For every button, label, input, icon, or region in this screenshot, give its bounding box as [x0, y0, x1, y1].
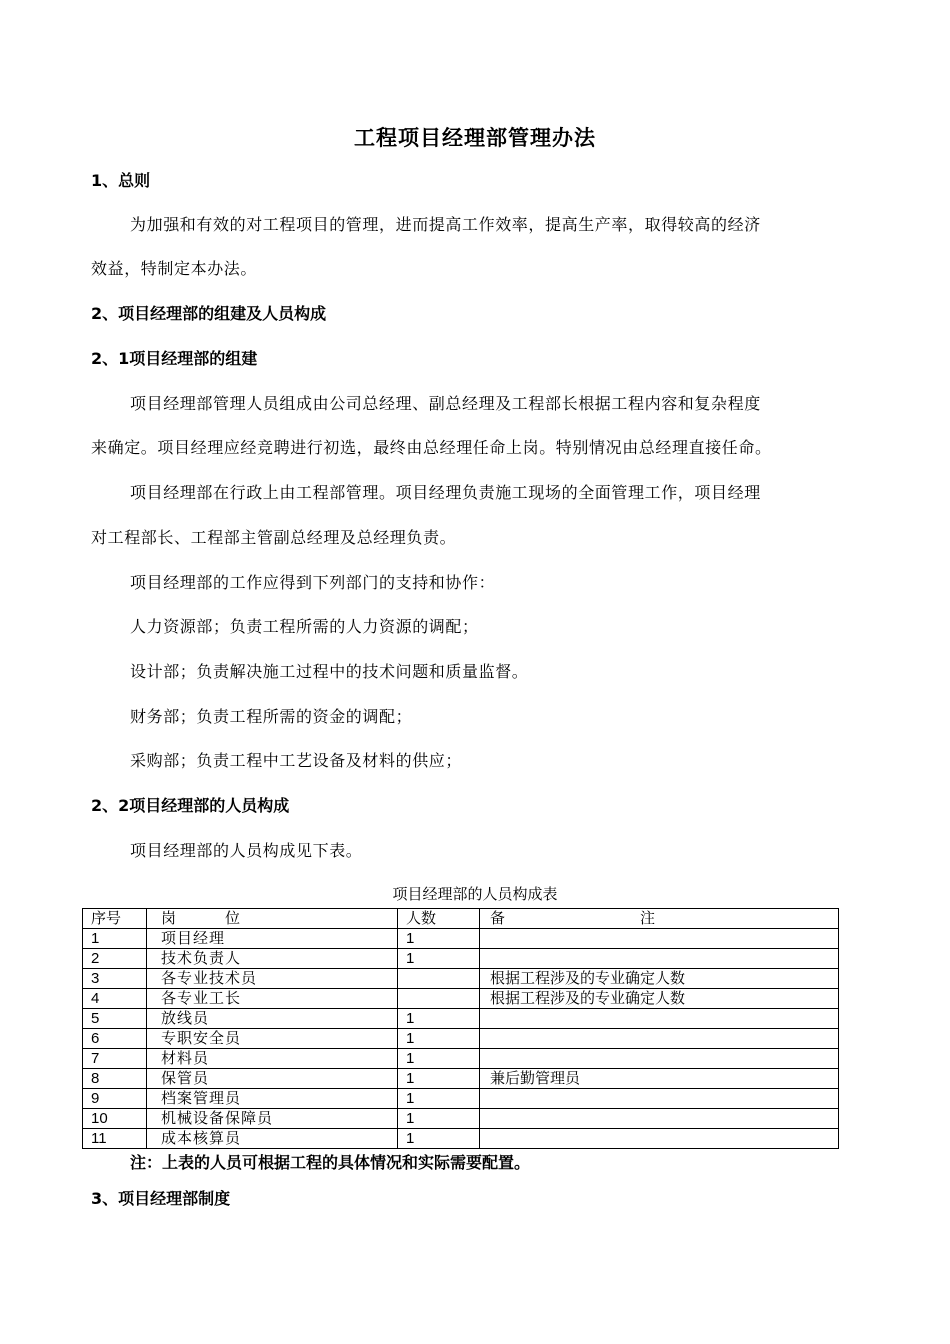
general-paragraph-line-2: 效益，特制定本办法。: [91, 259, 258, 278]
row-no: 10: [83, 1109, 147, 1129]
table-caption: 项目经理部的人员构成表: [392, 885, 558, 903]
admin-paragraph-line-2: 对工程部长、工程部主管副总经理及总经理负责。: [91, 528, 457, 547]
row-remark: 兼后勤管理员: [480, 1069, 839, 1089]
table-row: [83, 1109, 839, 1129]
row-no: 4: [83, 989, 147, 1009]
row-no: 5: [83, 1009, 147, 1029]
row-remark: 根据工程涉及的专业确定人数: [480, 969, 839, 989]
row-count: [398, 969, 480, 989]
row-count: 1: [398, 1129, 480, 1149]
row-remark: 根据工程涉及的专业确定人数: [480, 989, 839, 1009]
section-3-heading: 3、项目经理部制度: [91, 1189, 231, 1208]
header-position: 岗 位: [147, 909, 398, 929]
row-remark: [480, 929, 839, 949]
row-count: 1: [398, 1089, 480, 1109]
staffing-intro: 项目经理部的人员构成见下表。: [130, 841, 363, 860]
row-position: 机械设备保障员: [147, 1109, 398, 1129]
table-row: [83, 1129, 839, 1149]
section-2-2-heading: 2、2项目经理部的人员构成: [91, 796, 290, 815]
section-2-heading: 2、项目经理部的组建及人员构成: [91, 304, 327, 323]
row-remark: [480, 1089, 839, 1109]
row-position: 放线员: [147, 1009, 398, 1029]
row-count: 1: [398, 1049, 480, 1069]
table-header-row: [83, 909, 839, 929]
general-paragraph-line-1: 为加强和有效的对工程项目的管理，进而提高工作效率，提高生产率，取得较高的经济: [130, 215, 761, 234]
admin-paragraph-line-1: 项目经理部在行政上由工程部管理。项目经理负责施工现场的全面管理工作，项目经理: [130, 483, 761, 502]
table-row: [83, 929, 839, 949]
row-no: 8: [83, 1069, 147, 1089]
row-remark: [480, 1029, 839, 1049]
row-remark: [480, 1129, 839, 1149]
row-position: 各专业工长: [147, 989, 398, 1009]
row-position: 材料员: [147, 1049, 398, 1069]
row-position: 项目经理: [147, 929, 398, 949]
row-no: 9: [83, 1089, 147, 1109]
row-no: 3: [83, 969, 147, 989]
row-no: 2: [83, 949, 147, 969]
row-remark: [480, 1009, 839, 1029]
staffing-table: [82, 908, 839, 1149]
table-note: 注：上表的人员可根据工程的具体情况和实际需要配置。: [130, 1153, 531, 1172]
document-title: 工程项目经理部管理办法: [354, 126, 596, 150]
row-count: 1: [398, 1029, 480, 1049]
table-row: [83, 989, 839, 1009]
row-position: 档案管理员: [147, 1089, 398, 1109]
table-row: [83, 1049, 839, 1069]
formation-paragraph-line-1: 项目经理部管理人员组成由公司总经理、副总经理及工程部长根据工程内容和复杂程度: [130, 394, 761, 413]
row-no: 7: [83, 1049, 147, 1069]
header-no: 序号: [83, 909, 147, 929]
row-position: 成本核算员: [147, 1129, 398, 1149]
row-no: 11: [83, 1129, 147, 1149]
dept-design: 设计部；负责解决施工过程中的技术问题和质量监督。: [130, 662, 529, 681]
table-row: [83, 949, 839, 969]
row-position: 技术负责人: [147, 949, 398, 969]
header-remark: 备 注: [480, 909, 839, 929]
header-count: 人数: [398, 909, 480, 929]
formation-paragraph-line-2: 来确定。项目经理应经竞聘进行初选，最终由总经理任命上岗。特别情况由总经理直接任命。: [91, 438, 772, 457]
row-count: 1: [398, 1069, 480, 1089]
section-2-1-heading: 2、1项目经理部的组建: [91, 349, 258, 368]
table-row: [83, 969, 839, 989]
table-row: [83, 1089, 839, 1109]
row-no: 1: [83, 929, 147, 949]
table-row: [83, 1009, 839, 1029]
row-count: [398, 989, 480, 1009]
row-position: 专职安全员: [147, 1029, 398, 1049]
row-position: 保管员: [147, 1069, 398, 1089]
section-1-heading: 1、总则: [91, 171, 151, 190]
row-no: 6: [83, 1029, 147, 1049]
row-count: 1: [398, 949, 480, 969]
support-intro: 项目经理部的工作应得到下列部门的支持和协作：: [130, 573, 496, 592]
dept-purchase: 采购部；负责工程中工艺设备及材料的供应；: [130, 751, 463, 770]
row-position: 各专业技术员: [147, 969, 398, 989]
row-remark: [480, 1109, 839, 1129]
row-count: 1: [398, 1109, 480, 1129]
dept-hr: 人力资源部；负责工程所需的人力资源的调配；: [130, 617, 479, 636]
dept-finance: 财务部；负责工程所需的资金的调配；: [130, 707, 413, 726]
table-row: [83, 1029, 839, 1049]
row-remark: [480, 949, 839, 969]
row-count: 1: [398, 1009, 480, 1029]
row-count: 1: [398, 929, 480, 949]
row-remark: [480, 1049, 839, 1069]
table-row: [83, 1069, 839, 1089]
